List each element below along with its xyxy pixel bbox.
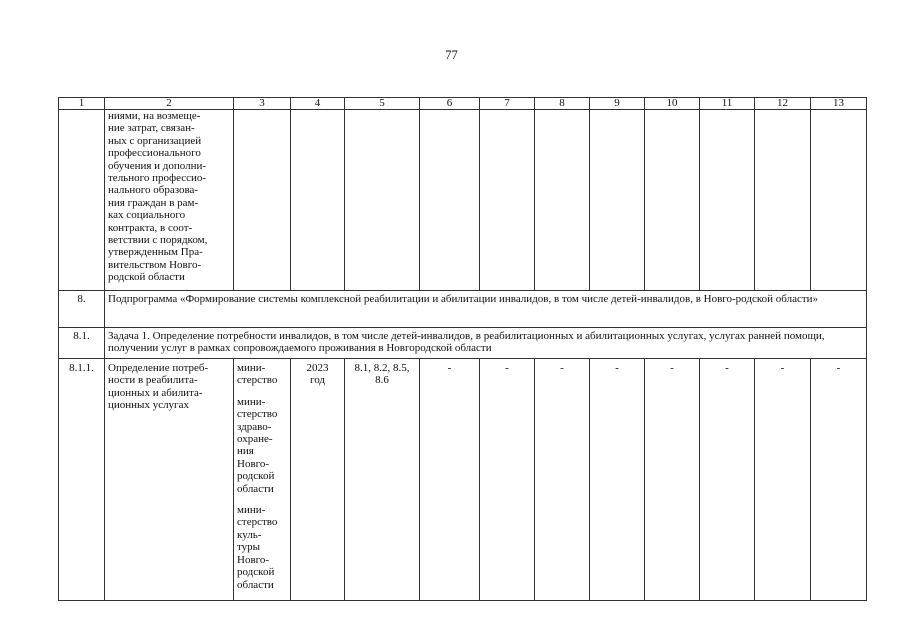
cell-empty <box>420 110 480 291</box>
subprogram-title: Подпрограмма «Формирование системы комплексной реабилитации и абилитации инвалидов, в том числе детей-инвалидов, в Новго-родской области» <box>105 291 867 328</box>
col-header: 12 <box>755 98 811 110</box>
col-header: 5 <box>345 98 420 110</box>
executor: мини- стерство куль- туры Новго- родской области <box>237 504 278 591</box>
value-cell: - <box>535 359 590 601</box>
column-number-row <box>59 98 867 110</box>
cell-empty <box>535 110 590 291</box>
program-table <box>58 97 867 601</box>
col-header: 10 <box>645 98 700 110</box>
executors-cell <box>234 359 291 601</box>
col-header: 9 <box>590 98 645 110</box>
measure-name: Определение потреб- ности в реабилита- ционных и абилита- ционных услугах <box>105 359 234 601</box>
value-cell: - <box>420 359 480 601</box>
task-number: 8.1. <box>59 328 105 359</box>
col-header: 1 <box>59 98 105 110</box>
executor: мини- стерство <box>237 362 278 387</box>
value-cell: - <box>755 359 811 601</box>
cell-empty <box>590 110 645 291</box>
cell-empty <box>700 110 755 291</box>
cell-empty <box>645 110 700 291</box>
continued-description: ниями, на возмеще- ние затрат, связан- ных с организацией профессионального обучения и дополни- тельного профессио- нального образова- ния граждан в рам- ках социального контракта, в соот- ветствии с порядком, утвержденным Пра- вительством Новго- родской области <box>105 110 234 291</box>
col-header: 11 <box>700 98 755 110</box>
cell-empty <box>811 110 867 291</box>
cell-empty <box>59 110 105 291</box>
col-header: 6 <box>420 98 480 110</box>
col-header: 7 <box>480 98 535 110</box>
col-header: 8 <box>535 98 590 110</box>
cell-empty <box>234 110 291 291</box>
continuation-row <box>59 110 867 291</box>
value-cell: - <box>811 359 867 601</box>
col-header: 3 <box>234 98 291 110</box>
subprogram-row <box>59 291 867 328</box>
target-indicators: 8.1, 8.2, 8.5, 8.6 <box>345 359 420 601</box>
measure-row <box>59 359 867 601</box>
page-number: 77 <box>445 48 458 62</box>
value-cell: - <box>645 359 700 601</box>
cell-empty <box>480 110 535 291</box>
col-header: 2 <box>105 98 234 110</box>
value-cell: - <box>480 359 535 601</box>
col-header: 13 <box>811 98 867 110</box>
value-cell: - <box>590 359 645 601</box>
task-row <box>59 328 867 359</box>
deadline: 2023 год <box>291 359 345 601</box>
cell-empty <box>291 110 345 291</box>
subprogram-number: 8. <box>59 291 105 328</box>
cell-empty <box>345 110 420 291</box>
value-cell: - <box>700 359 755 601</box>
measure-number: 8.1.1. <box>59 359 105 601</box>
col-header: 4 <box>291 98 345 110</box>
cell-empty <box>755 110 811 291</box>
executor: мини- стерство здраво- охране- ния Новго- родской области <box>237 395 278 495</box>
task-title: Задача 1. Определение потребности инвалидов, в том числе детей-инвалидов, в реабилитационных и абилитационных услугах, услугах ранней помощи, получении услуг в рамках сопровождаемого проживания в Новгородской области <box>105 328 867 359</box>
